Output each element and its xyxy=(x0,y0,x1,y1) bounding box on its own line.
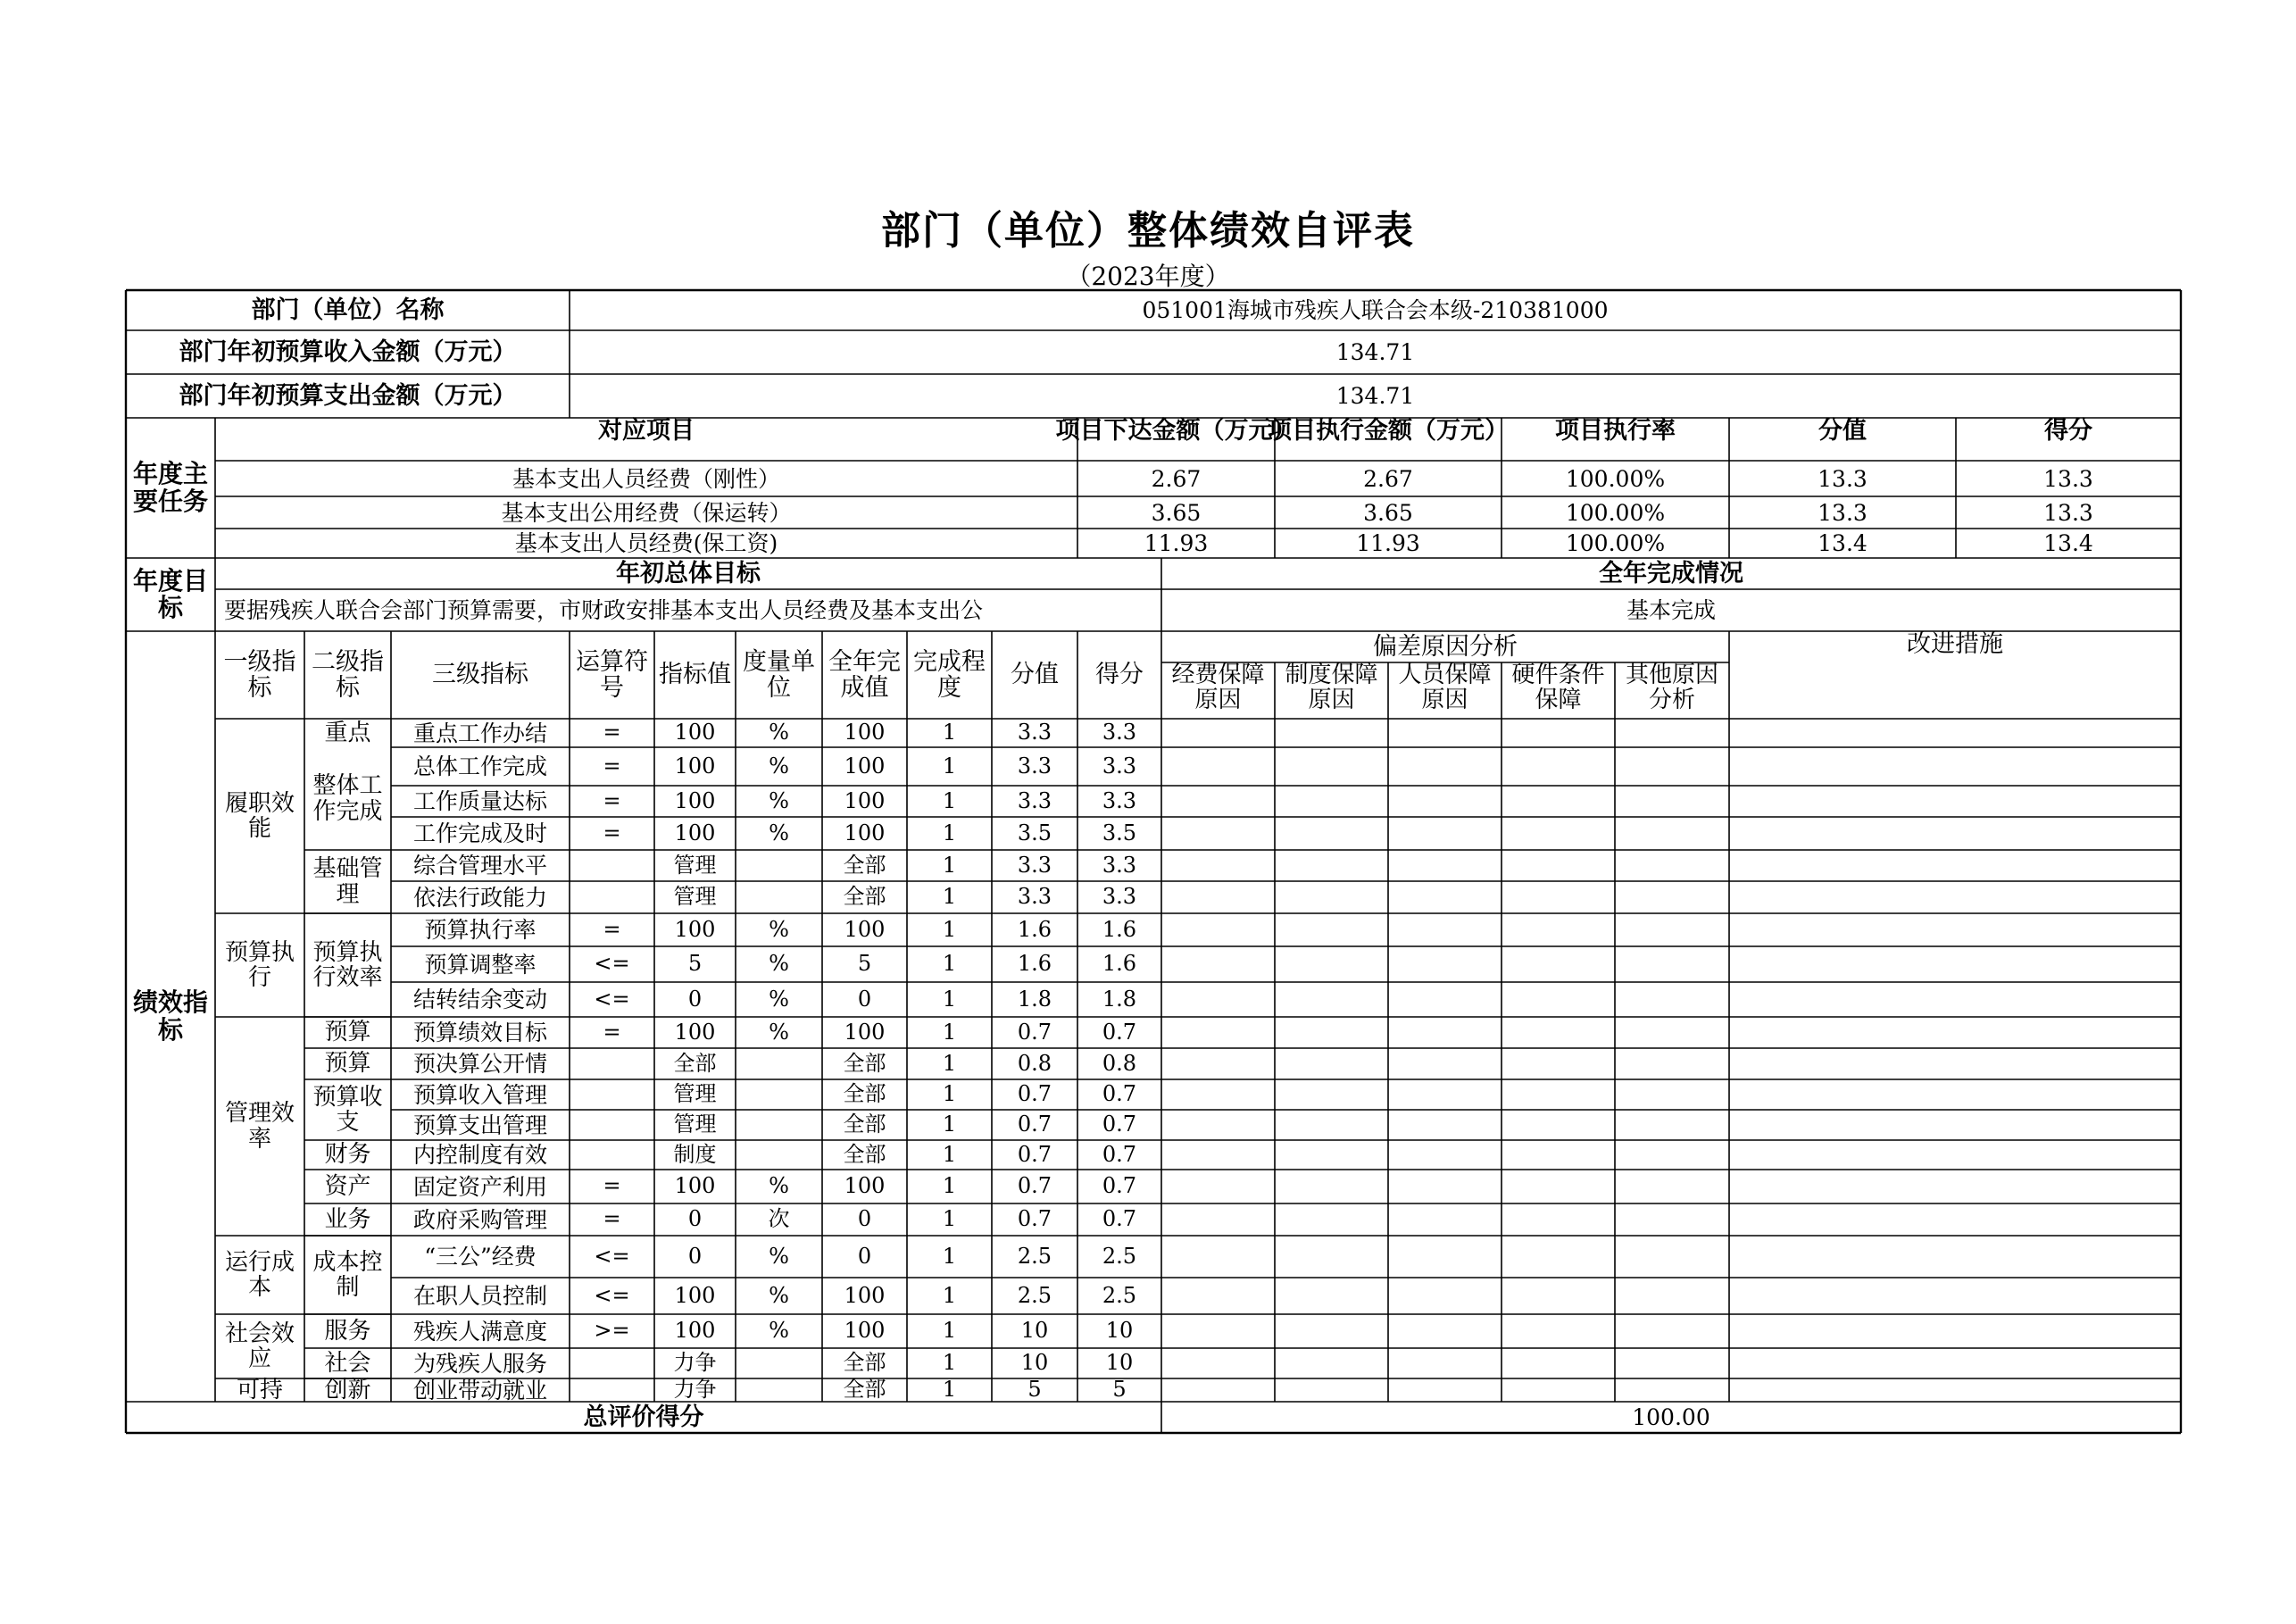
indicator-score: 5 xyxy=(1027,1377,1042,1403)
task-row-budget: 2.67 xyxy=(1151,465,1202,492)
indicator-op: = xyxy=(603,787,621,813)
indicator-degree: 1 xyxy=(942,1243,957,1269)
indicator-got: 3.3 xyxy=(1102,884,1137,910)
task-row-rate: 100.00% xyxy=(1565,530,1666,556)
indicator-unit xyxy=(736,1048,822,1079)
indicator-got: 0.8 xyxy=(1102,1050,1137,1076)
level2-group: 创新 xyxy=(324,1376,371,1403)
indicator-actual: 0 xyxy=(857,1206,872,1232)
indicator-actual: 0 xyxy=(857,986,872,1012)
indicator-degree: 1 xyxy=(942,1318,957,1344)
level1-group: 社会效应 xyxy=(224,1320,295,1372)
indicator-header-score: 分值 xyxy=(1011,661,1059,689)
indicator-l3: 工作完成及时 xyxy=(412,820,547,846)
indicator-header-level1: 一级指标 xyxy=(223,647,296,702)
indicator-actual: 全部 xyxy=(843,1112,886,1137)
indicator-degree: 1 xyxy=(942,787,957,813)
indicator-actual: 5 xyxy=(857,951,872,977)
indicator-op xyxy=(570,881,654,913)
indicator-score: 0.7 xyxy=(1017,1206,1052,1232)
indicator-actual: 100 xyxy=(844,720,886,745)
indicator-got: 1.6 xyxy=(1102,916,1137,942)
indicator-header-level2: 二级指标 xyxy=(312,647,384,702)
task-row-budget: 3.65 xyxy=(1151,499,1202,526)
indicator-unit: % xyxy=(769,1282,789,1308)
deviation-other-header: 其他原因分析 xyxy=(1625,662,1718,714)
indicator-val: 管理 xyxy=(673,1081,717,1107)
level2-group: 预算 xyxy=(324,1050,371,1078)
indicator-score: 2.5 xyxy=(1017,1282,1052,1308)
indicator-l3: 综合管理水平 xyxy=(412,853,547,879)
task-row-item: 基本支出人员经费（刚性） xyxy=(512,465,780,492)
indicator-degree: 1 xyxy=(942,1050,957,1076)
indicator-val: 力争 xyxy=(673,1350,717,1376)
tasks-header-score: 分值 xyxy=(1818,417,1867,445)
indicator-score: 3.3 xyxy=(1017,884,1052,910)
indicator-degree: 1 xyxy=(942,1141,957,1167)
indicator-score: 1.6 xyxy=(1017,916,1052,942)
indicator-val: 制度 xyxy=(673,1141,717,1167)
level1-group: 管理效率 xyxy=(224,1100,295,1153)
indicator-op: <= xyxy=(594,986,630,1012)
task-row-got: 13.3 xyxy=(2043,499,2093,526)
indicator-actual: 全部 xyxy=(843,1350,886,1376)
indicator-got: 2.5 xyxy=(1102,1243,1137,1269)
indicator-op xyxy=(570,1079,654,1110)
indicator-op: = xyxy=(603,820,621,845)
indicator-l3: 预算收入管理 xyxy=(412,1081,547,1108)
tasks-header-item: 对应项目 xyxy=(598,417,695,445)
indicator-unit: % xyxy=(769,820,789,845)
level2-group: 重点 xyxy=(324,719,371,746)
indicator-actual: 100 xyxy=(844,1318,886,1344)
tasks-section-label: 年度主要任务 xyxy=(132,459,208,516)
deviation-header: 偏差原因分析 xyxy=(1373,632,1518,661)
indicator-degree: 1 xyxy=(942,884,957,910)
goals-initial-label: 年初总体目标 xyxy=(616,559,761,587)
indicator-header-value: 指标值 xyxy=(659,661,731,689)
indicator-unit xyxy=(736,1140,822,1170)
indicator-degree: 1 xyxy=(942,1350,957,1376)
indicator-degree: 1 xyxy=(942,1081,957,1107)
indicator-degree: 1 xyxy=(942,852,957,878)
indicator-header-unit: 度量单位 xyxy=(743,647,815,702)
indicator-unit xyxy=(736,881,822,913)
level1-group: 运行成本 xyxy=(224,1248,295,1301)
indicator-got: 1.8 xyxy=(1102,986,1137,1012)
indicator-header-actual: 全年完成值 xyxy=(828,647,901,702)
level2-group: 预算执行效率 xyxy=(312,938,383,991)
indicator-got: 0.7 xyxy=(1102,1206,1137,1232)
indicator-score: 0.7 xyxy=(1017,1112,1052,1137)
indicator-score: 10 xyxy=(1020,1318,1049,1344)
indicator-actual: 全部 xyxy=(843,884,886,910)
indicator-score: 3.3 xyxy=(1017,720,1052,745)
indicator-val: 100 xyxy=(674,1019,716,1045)
indicator-actual: 0 xyxy=(857,1243,872,1269)
task-row-got: 13.3 xyxy=(2043,465,2093,492)
indicator-op: = xyxy=(603,916,621,942)
indicator-degree: 1 xyxy=(942,1173,957,1199)
indicator-degree: 1 xyxy=(942,951,957,977)
indicator-unit: % xyxy=(769,1019,789,1045)
indicator-op: = xyxy=(603,1173,621,1199)
deviation-staff-header: 人员保障原因 xyxy=(1398,662,1492,714)
task-row-budget: 11.93 xyxy=(1144,530,1209,556)
task-row-score: 13.3 xyxy=(1818,499,1868,526)
tasks-header-exec_amount: 项目执行金额（万元） xyxy=(1268,417,1509,445)
indicator-got: 3.3 xyxy=(1102,753,1137,779)
indicator-val: 管理 xyxy=(673,852,717,878)
indicator-actual: 100 xyxy=(844,1173,886,1199)
indicator-score: 3.3 xyxy=(1017,852,1052,878)
improve-header: 改进措施 xyxy=(1907,630,2003,658)
indicator-l3: 总体工作完成 xyxy=(412,754,547,779)
indicator-got: 0.7 xyxy=(1102,1081,1137,1107)
deviation-hardware-header: 硬件条件保障 xyxy=(1511,662,1605,714)
indicator-op: = xyxy=(603,1206,621,1232)
indicator-actual: 100 xyxy=(844,787,886,813)
indicator-actual: 全部 xyxy=(843,1081,886,1107)
indicator-degree: 1 xyxy=(942,720,957,745)
indicator-unit: % xyxy=(769,1318,789,1344)
indicator-degree: 1 xyxy=(942,1377,957,1403)
income-label: 部门年初预算收入金额（万元） xyxy=(179,337,517,366)
indicator-actual: 100 xyxy=(844,1019,886,1045)
indicator-val: 0 xyxy=(687,1206,703,1232)
indicator-degree: 1 xyxy=(942,986,957,1012)
total-score-label: 总评价得分 xyxy=(583,1403,704,1431)
level2-group: 成本控制 xyxy=(312,1248,383,1301)
indicator-unit: % xyxy=(769,986,789,1012)
goals-initial-text: 要据残疾人联合会部门预算需要，市财政安排基本支出人员经费及基本支出公 xyxy=(224,597,984,623)
indicator-val: 100 xyxy=(674,1282,716,1308)
indicator-unit: % xyxy=(769,1243,789,1269)
indicator-unit: % xyxy=(769,753,789,779)
indicator-val: 全部 xyxy=(673,1050,717,1076)
indicator-val: 0 xyxy=(687,986,703,1012)
level2-group: 社会 xyxy=(324,1349,371,1377)
indicator-val: 100 xyxy=(674,787,716,813)
indicator-actual: 100 xyxy=(844,1282,886,1308)
indicator-actual: 全部 xyxy=(843,852,886,878)
task-row-rate: 100.00% xyxy=(1565,499,1666,526)
indicator-got: 0.7 xyxy=(1102,1141,1137,1167)
indicator-val: 5 xyxy=(687,951,703,977)
indicator-val: 100 xyxy=(674,820,716,845)
indicator-got: 3.3 xyxy=(1102,787,1137,813)
indicator-op xyxy=(570,1110,654,1140)
indicator-got: 0.7 xyxy=(1102,1112,1137,1137)
task-row-got: 13.4 xyxy=(2043,530,2093,556)
indicator-val: 100 xyxy=(674,720,716,745)
level2-group: 整体工作完成 xyxy=(312,772,383,825)
indicator-op xyxy=(570,1140,654,1170)
indicator-actual: 100 xyxy=(844,916,886,942)
indicator-l3: 重点工作办结 xyxy=(412,720,547,746)
indicator-got: 3.3 xyxy=(1102,852,1137,878)
evaluation-table xyxy=(126,290,2181,1433)
indicator-score: 1.6 xyxy=(1017,951,1052,977)
indicator-got: 1.6 xyxy=(1102,951,1137,977)
indicator-op xyxy=(570,1348,654,1378)
indicator-unit: % xyxy=(769,720,789,745)
indicator-score: 0.7 xyxy=(1017,1081,1052,1107)
indicator-actual: 全部 xyxy=(843,1377,886,1403)
level2-group: 业务 xyxy=(324,1205,371,1233)
task-row-item: 基本支出人员经费(保工资) xyxy=(514,530,778,556)
tasks-header-exec_rate: 项目执行率 xyxy=(1555,417,1676,445)
indicator-header-level3: 三级指标 xyxy=(432,661,528,689)
indicator-degree: 1 xyxy=(942,1206,957,1232)
indicator-op: = xyxy=(603,753,621,779)
indicator-degree: 1 xyxy=(942,753,957,779)
expense-value: 134.71 xyxy=(1335,383,1415,409)
indicator-l3: “三公”经费 xyxy=(424,1244,537,1270)
dept-name-label: 部门（单位）名称 xyxy=(251,296,445,324)
indicator-op xyxy=(570,850,654,881)
task-row-exec: 2.67 xyxy=(1363,465,1413,492)
level1-group: 预算执行 xyxy=(224,938,295,991)
indicator-score: 1.8 xyxy=(1017,986,1052,1012)
indicator-unit xyxy=(736,1348,822,1378)
indicator-unit xyxy=(736,1110,822,1140)
indicator-val: 100 xyxy=(674,1318,716,1344)
indicator-l3: 结转结余变动 xyxy=(412,987,547,1012)
indicator-score: 0.7 xyxy=(1017,1173,1052,1199)
indicator-score: 3.3 xyxy=(1017,787,1052,813)
indicator-op: <= xyxy=(594,1282,630,1308)
expense-label: 部门年初预算支出金额（万元） xyxy=(179,381,517,410)
indicator-degree: 1 xyxy=(942,820,957,845)
indicator-l3: 依法行政能力 xyxy=(412,884,547,911)
indicator-op: <= xyxy=(594,951,630,977)
indicator-unit xyxy=(736,850,822,881)
indicator-op: = xyxy=(603,1019,621,1045)
task-row-exec: 3.65 xyxy=(1363,499,1413,526)
indicator-l3: 在职人员控制 xyxy=(412,1283,547,1309)
indicator-header-got: 得分 xyxy=(1095,661,1144,689)
indicator-l3: 残疾人满意度 xyxy=(412,1318,547,1345)
indicator-got: 0.7 xyxy=(1102,1173,1137,1199)
level2-group: 财务 xyxy=(324,1141,371,1169)
page-subtitle: （2023年度） xyxy=(1066,262,1230,291)
goals-completion-text: 基本完成 xyxy=(1626,597,1716,623)
tasks-header-budget: 项目下达金额（万元） xyxy=(1055,417,1297,445)
indicator-actual: 全部 xyxy=(843,1050,886,1076)
indicator-op xyxy=(570,1378,654,1402)
indicator-val: 力争 xyxy=(673,1377,717,1403)
indicator-degree: 1 xyxy=(942,1282,957,1308)
indicator-op: >= xyxy=(594,1318,630,1344)
indicator-score: 10 xyxy=(1020,1350,1049,1376)
level1-group: 履职效能 xyxy=(224,789,295,842)
indicator-got: 2.5 xyxy=(1102,1282,1137,1308)
indicator-got: 3.3 xyxy=(1102,720,1137,745)
indicator-val: 100 xyxy=(674,1173,716,1199)
level2-group: 资产 xyxy=(324,1172,371,1200)
indicator-actual: 100 xyxy=(844,820,886,845)
indicator-score: 0.7 xyxy=(1017,1019,1052,1045)
level2-group: 基础管理 xyxy=(312,855,383,908)
task-row-score: 13.3 xyxy=(1818,465,1868,492)
task-row-rate: 100.00% xyxy=(1565,465,1666,492)
indicator-score: 0.7 xyxy=(1017,1141,1052,1167)
indicator-unit: % xyxy=(769,1173,789,1199)
level1-group: 可持 xyxy=(236,1376,283,1403)
indicator-unit: % xyxy=(769,951,789,977)
dept-name-value: 051001海城市残疾人联合会本级-210381000 xyxy=(1142,297,1609,323)
indicator-l3: 预算调整率 xyxy=(424,951,537,978)
task-row-item: 基本支出公用经费（保运转） xyxy=(501,499,792,526)
indicator-l3: 为残疾人服务 xyxy=(412,1350,547,1377)
deviation-funding-header: 经费保障原因 xyxy=(1171,662,1265,714)
income-value: 134.71 xyxy=(1335,339,1415,365)
indicator-degree: 1 xyxy=(942,1112,957,1137)
indicator-actual: 全部 xyxy=(843,1141,886,1167)
indicator-l3: 固定资产利用 xyxy=(412,1173,547,1200)
indicator-val: 100 xyxy=(674,916,716,942)
indicator-unit xyxy=(736,1378,822,1402)
level2-group: 预算 xyxy=(324,1019,371,1046)
indicator-val: 0 xyxy=(687,1243,703,1269)
task-row-score: 13.4 xyxy=(1818,530,1868,556)
indicator-op xyxy=(570,1048,654,1079)
indicators-section-label: 绩效指标 xyxy=(132,987,208,1045)
indicator-score: 0.8 xyxy=(1017,1050,1052,1076)
indicator-score: 2.5 xyxy=(1017,1243,1052,1269)
indicator-actual: 100 xyxy=(844,753,886,779)
indicator-unit: % xyxy=(769,787,789,813)
indicator-l3: 工作质量达标 xyxy=(412,788,547,814)
indicator-l3: 预算支出管理 xyxy=(412,1112,547,1138)
goals-section-label: 年度目标 xyxy=(132,565,208,622)
page-title: 部门（单位）整体绩效自评表 xyxy=(881,208,1415,254)
tasks-header-got: 得分 xyxy=(2044,417,2092,445)
indicator-val: 管理 xyxy=(673,884,717,910)
indicator-header-degree: 完成程度 xyxy=(913,647,986,702)
task-row-exec: 11.93 xyxy=(1356,530,1420,556)
indicator-degree: 1 xyxy=(942,1019,957,1045)
level2-group: 服务 xyxy=(324,1317,371,1345)
indicator-got: 3.5 xyxy=(1102,820,1137,845)
indicator-score: 3.3 xyxy=(1017,753,1052,779)
indicator-val: 100 xyxy=(674,753,716,779)
indicator-score: 3.5 xyxy=(1017,820,1052,845)
indicator-got: 10 xyxy=(1105,1350,1134,1376)
indicator-unit: % xyxy=(769,916,789,942)
level2-group: 预算收支 xyxy=(312,1083,383,1136)
goals-completion-label: 全年完成情况 xyxy=(1599,559,1743,587)
indicator-l3: 创业带动就业 xyxy=(412,1377,547,1403)
indicator-l3: 预算绩效目标 xyxy=(412,1020,547,1045)
indicator-l3: 政府采购管理 xyxy=(412,1206,547,1233)
indicator-l3: 内控制度有效 xyxy=(412,1142,547,1168)
indicator-header-op: 运算符号 xyxy=(576,647,648,702)
indicator-unit: 次 xyxy=(768,1206,790,1232)
indicator-l3: 预决算公开情 xyxy=(412,1051,547,1077)
indicator-degree: 1 xyxy=(942,916,957,942)
indicator-val: 管理 xyxy=(673,1112,717,1137)
deviation-system-header: 制度保障原因 xyxy=(1285,662,1378,714)
indicator-op: = xyxy=(603,720,621,745)
indicator-got: 0.7 xyxy=(1102,1019,1137,1045)
indicator-unit xyxy=(736,1079,822,1110)
indicator-l3: 预算执行率 xyxy=(424,917,537,943)
indicator-got: 10 xyxy=(1105,1318,1134,1344)
indicator-got: 5 xyxy=(1112,1377,1127,1403)
indicator-op: <= xyxy=(594,1243,630,1269)
total-score-value: 100.00 xyxy=(1632,1404,1710,1430)
